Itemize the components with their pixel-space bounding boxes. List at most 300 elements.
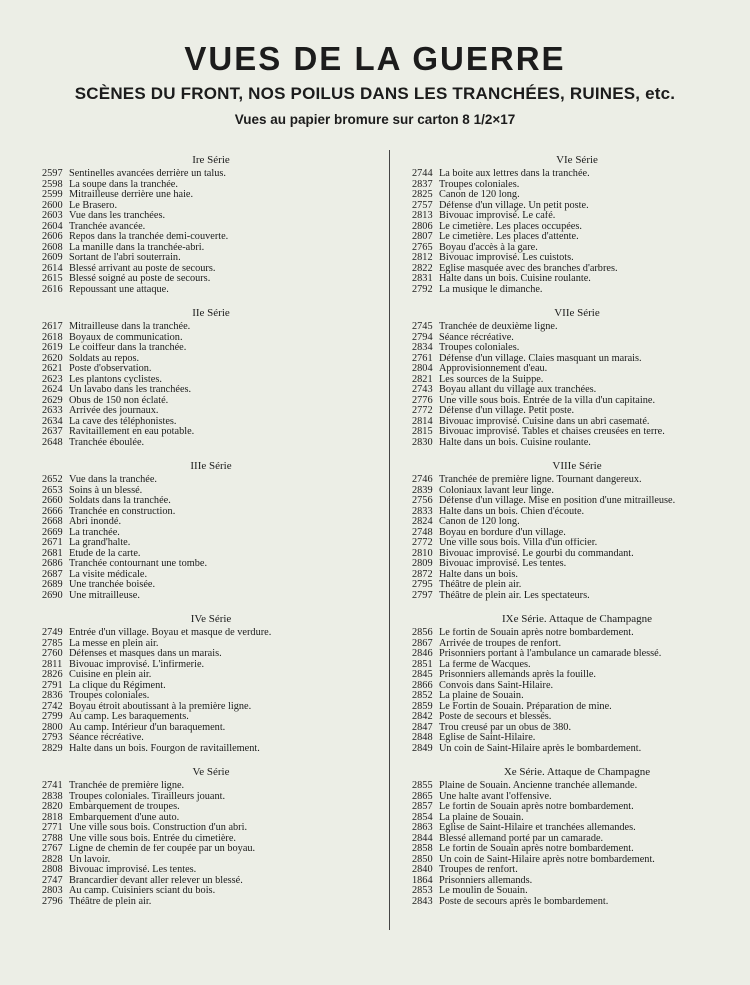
item-number: 2839 [412,485,433,496]
item-title: Un coin de Saint-Hilaire après le bombardement. [439,743,642,754]
item-title: Arrivée de troupes de renfort. [439,638,562,649]
list-item [42,354,380,365]
item-title: Prisonniers allemands. [439,875,533,886]
item-title: Blessé allemand porté par un camarade. [439,833,604,844]
item-number: 2637 [42,427,63,437]
serie-title: VIIe Série [554,307,600,319]
item-number: 2761 [412,353,433,364]
item-title: Troupes coloniales. [439,179,520,190]
item-number: 2629 [42,395,63,406]
list-item [412,253,742,264]
item-number: 2653 [42,485,63,496]
item-number: 2743 [412,385,433,395]
list-item [412,396,742,407]
list-item [412,211,742,222]
serie-title: Ire Série [192,154,230,166]
list-item [42,559,380,570]
item-title: Approvisionnement d'eau. [439,364,548,374]
item-number: 2849 [412,743,433,754]
item-number: 2603 [42,211,63,221]
item-number: 2746 [412,475,433,485]
list-item [412,201,742,212]
list-item [42,396,380,407]
item-title: Tranchée de première ligne. [69,781,185,791]
item-number: 2648 [42,437,63,448]
item-number: 2756 [412,496,433,506]
item-title: Une halte avant l'offensive. [439,791,552,802]
list-item [412,591,742,602]
item-number: 2633 [42,406,63,416]
item-title: Poste de secours et blessés. [439,712,552,722]
item-title: La manille dans la tranchée-abri. [69,242,205,253]
item-title: Une ville sous bois. Villa d'un officier. [439,538,598,548]
item-number: 2831 [412,274,433,284]
item-number: 2785 [42,638,63,649]
item-number: 2804 [412,364,433,374]
list-item [412,744,742,755]
item-number: 2818 [42,812,63,823]
item-number: 2597 [42,169,63,179]
item-title: Poste de secours après le bombardement. [439,896,609,907]
item-title: Mitrailleuse derrière une haie. [69,190,194,200]
item-number: 2858 [412,844,433,854]
item-title: Mitrailleuse dans la tranchée. [69,322,191,332]
item-number: 2745 [412,322,433,332]
item-title: Le moulin de Souain. [439,886,528,896]
item-title: La musique le dimanche. [439,284,543,295]
serie-block [412,307,742,448]
item-number: 2600 [42,200,63,211]
item-title: Repos dans la tranchée demi-couverte. [69,232,229,242]
list-item [412,496,742,507]
serie-block [42,154,380,295]
item-number: 2838 [42,791,63,802]
list-item [412,723,742,734]
item-number: 2836 [42,691,63,701]
item-title: Soldats au repos. [69,353,140,364]
item-number: 2652 [42,475,63,485]
item-title: Les plantons cyclistes. [69,374,162,385]
item-title: Halte dans un bois. Cuisine roulante. [439,274,591,284]
item-number: 2687 [42,569,63,580]
item-number: 2776 [412,395,433,406]
column-divider [389,150,390,930]
list-item [42,897,380,908]
list-item [412,865,742,876]
item-title: Troupes coloniales. [439,343,520,353]
list-item [42,169,380,180]
item-number: 2851 [412,659,433,670]
list-item [42,211,380,222]
item-number: 2840 [412,865,433,875]
item-number: 2857 [412,802,433,812]
item-title: Bivouac improvisé. L'infirmerie. [69,659,205,670]
list-item [412,364,742,375]
list-item [412,681,742,692]
list-item [42,681,380,692]
list-item [42,628,380,639]
list-item [412,517,742,528]
list-item [42,844,380,855]
list-item [412,639,742,650]
item-number: 2866 [412,680,433,691]
list-item [412,232,742,243]
list-item [42,538,380,549]
item-title: Etude de la carte. [69,548,141,559]
format-line: Vues au papier bromure sur carton 8 1/2×17 [234,112,516,127]
item-number: 2797 [412,590,433,601]
item-number: 2848 [412,733,433,743]
item-title: Théâtre de plein air. [69,896,152,907]
item-title: Un lavabo dans les tranchées. [69,385,192,395]
item-number: 2833 [412,506,433,517]
list-item [42,264,380,275]
list-item [42,333,380,344]
item-title: Ligne de chemin de fer coupée par un boyau. [69,844,256,854]
item-title: Entrée d'un village. Boyau et masque de verdure. [69,628,272,638]
serie-block [412,460,742,601]
list-item [42,580,380,591]
list-item [412,834,742,845]
serie-title: Ve Série [192,766,230,778]
list-item [42,639,380,650]
item-title: Vue dans la tranchée. [69,475,158,485]
item-title: La tranchée. [69,527,120,538]
item-number: 2614 [42,263,63,274]
list-item [412,486,742,497]
item-title: Abri inondé. [69,517,122,527]
item-number: 2771 [42,823,63,833]
item-number: 2741 [42,781,63,791]
list-item [42,744,380,755]
list-item [412,580,742,591]
list-item [412,528,742,539]
item-title: Canon de 120 long. [439,517,520,527]
item-title: La clique du Régiment. [69,680,166,691]
item-title: Théâtre de plein air. Les spectateurs. [439,590,590,601]
item-number: 2806 [412,221,433,232]
item-title: La visite médicale. [69,569,148,580]
item-number: 2742 [42,701,63,712]
list-item [412,375,742,386]
item-number: 2829 [42,743,63,754]
list-item [412,507,742,518]
item-number: 2604 [42,221,63,232]
list-item [412,792,742,803]
list-item [42,865,380,876]
item-title: Tranchée contournant une tombe. [69,559,208,569]
item-title: La cave des téléphonistes. [69,416,177,427]
list-item [412,417,742,428]
item-number: 2765 [412,242,433,253]
item-number: 2842 [412,712,433,722]
list-item [42,364,380,375]
item-title: Halte dans un bois. Fourgon de ravitaillement. [69,743,260,754]
serie-block [412,154,742,295]
list-item [412,733,742,744]
item-title: Troupes coloniales. Tirailleurs jouant. [69,791,226,802]
item-number: 2760 [42,649,63,659]
list-item [42,343,380,354]
item-number: 2834 [412,343,433,353]
list-item [42,781,380,792]
list-item [412,538,742,549]
item-title: Plaine de Souain. Ancienne tranchée allemande. [439,781,638,791]
item-title: Blessé soigné au poste de secours. [69,274,211,284]
item-number: 2757 [412,200,433,211]
item-title: Halte dans un bois. [439,569,518,580]
item-number: 2795 [412,580,433,590]
list-item [42,507,380,518]
list-item [42,712,380,723]
item-number: 2826 [42,670,63,680]
list-item [412,628,742,639]
list-item [412,570,742,581]
serie-title: Xe Série. Attaque de Champagne [503,766,651,778]
list-item [42,823,380,834]
item-title: Ravitaillement en eau potable. [69,427,195,437]
item-number: 2821 [412,374,433,385]
item-title: La plaine de Souain. [439,691,524,701]
item-title: Défense d'un village. Petit poste. [439,406,575,416]
item-number: 2793 [42,733,63,743]
item-number: 2749 [42,628,63,638]
item-number: 2813 [412,211,433,221]
item-title: Eglise de Saint-Hilaire. [439,733,536,743]
list-item [42,876,380,887]
item-title: Bivouac improvisé. Le gourbi du commandant. [439,548,634,559]
item-title: Prisonniers allemands après la fouille. [439,670,596,680]
item-number: 2825 [412,190,433,200]
item-title: Une ville sous bois. Entrée du cimetière. [69,833,236,844]
item-title: Convois dans Saint-Hilaire. [439,680,554,691]
item-title: Embarquement de troupes. [69,802,180,812]
item-number: 2822 [412,263,433,274]
item-title: Le fortin de Souain après notre bombardement. [439,628,634,638]
list-item [42,232,380,243]
item-title: Coloniaux lavant leur linge. [439,485,554,496]
list-item [412,691,742,702]
item-title: Le Brasero. [69,200,118,211]
item-title: Bivouac improvisé. Le café. [439,211,556,221]
serie-title: IIe Série [192,307,230,319]
item-title: Bivouac improvisé. Les cuistots. [439,253,574,263]
item-number: 2748 [412,527,433,538]
item-title: Séance récréative. [69,733,144,743]
item-title: Tranchée avancée. [69,221,146,232]
item-number: 2800 [42,722,63,733]
list-item [412,781,742,792]
serie-block [412,613,742,754]
list-item [42,855,380,866]
item-title: Boyau étroit aboutissant à la première ligne. [69,701,252,712]
item-number: 2609 [42,253,63,263]
item-title: Le coiffeur dans la tranchée. [69,343,187,353]
list-item [412,333,742,344]
list-item [42,427,380,438]
item-number: 2671 [42,538,63,548]
list-item [42,723,380,734]
page-title: VUES DE LA GUERRE [184,40,566,77]
item-title: Prisonniers portant à l'ambulance un camarade blessé. [439,649,662,659]
item-number: 2847 [412,722,433,733]
item-number: 2853 [412,886,433,896]
item-number: 2690 [42,590,63,601]
item-title: La plaine de Souain. [439,812,524,823]
item-title: Une ville sous bois. Construction d'un abri. [69,823,248,833]
item-number: 2772 [412,406,433,416]
item-number: 2599 [42,190,63,200]
item-title: Le Fortin de Souain. Préparation de mine. [439,701,612,712]
item-number: 2788 [42,833,63,844]
list-item [42,496,380,507]
list-item [412,670,742,681]
list-item [412,354,742,365]
item-title: Défense d'un village. Mise en position d'une mitrailleuse. [439,496,676,506]
item-title: Tranchée éboulée. [69,437,145,448]
item-number: 2863 [412,823,433,833]
item-number: 2621 [42,364,63,374]
item-title: Soldats dans la tranchée. [69,496,171,506]
item-title: Boyau d'accès à la gare. [439,242,538,253]
item-number: 2812 [412,253,433,263]
item-title: Tranchée en construction. [69,506,176,517]
list-item [412,438,742,449]
list-item [412,649,742,660]
item-title: Cuisine en plein air. [69,670,152,680]
list-item [42,517,380,528]
item-title: Troupes de renfort. [439,865,518,875]
list-item [42,528,380,539]
item-title: La soupe dans la tranchée. [69,179,178,190]
item-number: 2846 [412,649,433,659]
item-number: 2824 [412,517,433,527]
item-title: La messe en plein air. [69,638,159,649]
list-item [42,285,380,296]
serie-title: IVe Série [190,613,232,625]
item-number: 2618 [42,332,63,343]
item-title: Défenses et masques dans un marais. [69,649,222,659]
item-title: Une ville sous bois. Entrée de la villa d'un capitaine. [439,395,656,406]
list-item [42,549,380,560]
list-item [412,660,742,671]
item-title: Une mitrailleuse. [69,590,140,601]
right-column [412,154,742,919]
item-number: 2620 [42,353,63,364]
item-title: La ferme de Wacques. [439,659,531,670]
page-subtitle: SCÈNES DU FRONT, NOS POILUS DANS LES TRANCHÉES, RUINES, etc. [74,84,676,103]
item-title: Un coin de Saint-Hilaire après notre bombardement. [439,854,655,865]
item-title: Une tranchée boisée. [69,580,156,590]
list-item [412,180,742,191]
item-number: 2808 [42,865,63,875]
list-item [412,712,742,723]
item-title: Canon de 120 long. [439,190,520,200]
item-number: 1864 [412,875,433,886]
serie-title: IXe Série. Attaque de Champagne [502,613,652,625]
list-item [42,190,380,201]
item-title: Boyaux de communication. [69,332,183,343]
list-item [42,733,380,744]
item-number: 2854 [412,812,433,823]
serie-title: IIIe Série [190,460,232,472]
item-title: Sentinelles avancées derrière un talus. [69,169,226,179]
list-item [42,834,380,845]
item-number: 2624 [42,385,63,395]
list-item [412,475,742,486]
item-number: 2634 [42,416,63,427]
item-title: La grand'halte. [69,538,131,548]
list-item [412,559,742,570]
list-item [412,285,742,296]
item-title: Boyau allant du village aux tranchées. [439,385,597,395]
item-number: 2810 [412,548,433,559]
list-item [42,417,380,428]
item-number: 2807 [412,232,433,242]
list-item [42,406,380,417]
list-item [412,274,742,285]
item-title: Halte dans un bois. Cuisine roulante. [439,437,591,448]
list-item [42,691,380,702]
item-title: Tranchée de première ligne. Tournant dangereux. [439,475,642,485]
list-item [412,886,742,897]
serie-title: VIIIe Série [552,460,602,472]
item-number: 2615 [42,274,63,284]
item-title: Le cimetière. Les places occupées. [439,221,582,232]
item-number: 2811 [42,659,63,670]
item-title: Le cimetière. Les places d'attente. [439,232,579,242]
list-item [412,549,742,560]
item-number: 2803 [42,886,63,896]
list-item [412,876,742,887]
item-number: 2681 [42,548,63,559]
item-number: 2856 [412,628,433,638]
item-title: Poste d'observation. [69,364,152,374]
item-title: Eglise de Saint-Hilaire et tranchées allemandes. [439,823,636,833]
list-item [42,322,380,333]
item-number: 2689 [42,580,63,590]
item-number: 2747 [42,875,63,886]
item-title: Le fortin de Souain après notre bombardement. [439,802,634,812]
item-title: Au camp. Cuisiniers sciant du bois. [69,886,216,896]
serie-block [42,766,380,907]
list-item [412,343,742,354]
item-number: 2617 [42,322,63,332]
list-item [412,813,742,824]
list-item [42,180,380,191]
list-item [412,222,742,233]
item-title: Trou creusé par un obus de 380. [439,722,572,733]
item-number: 2855 [412,781,433,791]
item-number: 2660 [42,496,63,506]
list-item [412,385,742,396]
item-title: Brancardier devant aller relever un blessé. [69,875,243,886]
item-title: Tranchée de deuxième ligne. [439,322,558,332]
item-number: 2686 [42,559,63,569]
list-item [42,802,380,813]
item-title: Théâtre de plein air. [439,580,522,590]
item-number: 2669 [42,527,63,538]
list-item [412,190,742,201]
item-number: 2767 [42,844,63,854]
item-title: Troupes coloniales. [69,691,150,701]
list-item [412,855,742,866]
item-title: Le fortin de Souain après notre bombardement. [439,844,634,854]
item-title: Séance récréative. [439,332,514,343]
left-column [42,154,380,919]
list-item [42,670,380,681]
list-item [42,702,380,713]
